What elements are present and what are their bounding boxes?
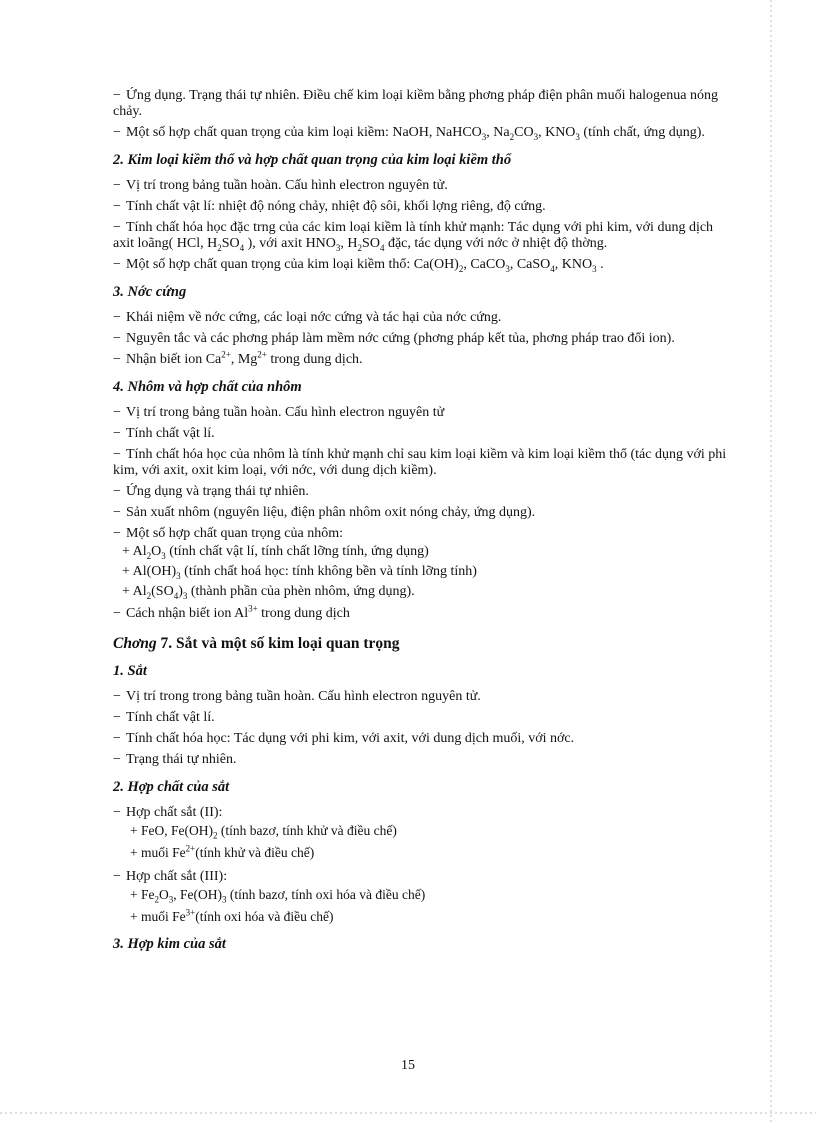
list-item: − Sản xuất nhôm (nguyên liệu, điện phân nhôm oxit nóng chảy, ứng dụng).	[113, 505, 536, 520]
dash-icon: −	[113, 606, 121, 621]
list-item: − Hợp chất sắt (III):	[113, 869, 228, 884]
list-item: − Vị trí trong bảng tuần hoàn. Cấu hình electron nguyên tử.	[113, 178, 448, 193]
dash-icon: −	[113, 689, 121, 704]
sub-item: + $Fe_2O_3$, $Fe(OH)_3$ (tính bazơ, tính oxi hóa và điều chế)	[130, 887, 426, 905]
section-heading: 1. Sắt	[113, 663, 147, 679]
page-number: 15	[401, 1058, 415, 1073]
sub-item: + muối $Fe^{3+}(tính$ oxi hóa và điều chế)	[130, 907, 334, 924]
list-item: − Tính chất hóa học: Tác dụng với phi kim, với axit, với dung dịch muối, với nớc.	[113, 731, 575, 746]
list-item: − Trạng thái tự nhiên.	[113, 752, 237, 767]
list-item: − Ứng dụng. Trạng thái tự nhiên. Điều chế kim loại kiềm bằng phơng pháp điện phân muối halogenua nóng chảy.	[113, 88, 718, 119]
section-heading: 3. Nớc cứng	[113, 284, 187, 300]
list-item: − Tính chất vật lí.	[113, 426, 215, 441]
dash-icon: −	[113, 257, 121, 272]
dash-icon: −	[113, 220, 121, 235]
dash-icon: −	[113, 352, 121, 367]
sub-item: + muối $Fe^{2+}(tính$ khử và điều chế)	[130, 843, 315, 860]
sub-item: + $Al_2O_3$ (tính chất vật lí, tính chất lỡng tính, ứng dụng)	[122, 544, 429, 561]
list-item: − Khái niệm về nớc cứng, các loại nớc cứng và tác hại của nớc cứng.	[113, 310, 502, 325]
sub-item: + $Al(OH)_3$ (tính chất hoá học: tính không bền và tính lỡng tính)	[122, 564, 477, 581]
dash-icon: −	[113, 331, 121, 346]
section-heading: 2. Kim loại kiềm thổ và hợp chất quan trọng của kim loại kiềm thổ	[113, 152, 512, 168]
list-item: − Nguyên tắc và các phơng pháp làm mềm nớc cứng (phơng pháp kết tủa, phơng pháp trao đổi ion).	[113, 331, 675, 346]
dash-icon: −	[113, 178, 121, 193]
dash-icon: −	[113, 805, 121, 820]
chapter-heading: Chơng 7. Sắt và một số kim loại quan trọng	[113, 635, 400, 652]
dash-icon: −	[113, 710, 121, 725]
list-item: − Ứng dụng và trạng thái tự nhiên.	[113, 484, 309, 499]
list-item: − Nhận biết ion $Ca^{2+}$, $Mg^{2+}$ trong dung dịch.	[113, 349, 363, 367]
dash-icon: −	[113, 505, 121, 520]
dash-icon: −	[113, 405, 121, 420]
dash-icon: −	[113, 447, 121, 462]
dash-icon: −	[113, 731, 121, 746]
list-item: − Tính chất vật lí: nhiệt độ nóng chảy, nhiệt độ sôi, khối lợng riêng, độ cứng.	[113, 199, 546, 214]
dash-icon: −	[113, 88, 121, 103]
list-item: − Một số hợp chất quan trọng của kim loại kiềm: NaOH, NaHCO$_3$, $Na_2CO_3$, $KNO_3$ (tính chất, ứng dụng).	[113, 125, 705, 142]
sub-item: + $Al_2(SO_4)_3$ (thành phần của phèn nhôm, ứng dụng).	[122, 584, 415, 601]
list-item: − Tính chất vật lí.	[113, 710, 215, 725]
dash-icon: −	[113, 526, 121, 541]
dash-icon: −	[113, 125, 121, 140]
list-item: − Một số hợp chất quan trọng của kim loại kiềm thổ: $Ca(OH)_2$, CaCO$_3$, CaSO$_4$, $KNO_3$ .	[113, 257, 604, 274]
section-heading: 4. Nhôm và hợp chất của nhôm	[113, 379, 302, 395]
dash-icon: −	[113, 199, 121, 214]
list-item: − Hợp chất sắt (II):	[113, 805, 223, 820]
dash-icon: −	[113, 869, 121, 884]
list-item: − Vị trí trong bảng tuần hoàn. Cấu hình electron nguyên tử	[113, 405, 445, 420]
list-item: − Tính chất hóa học của nhôm là tính khử mạnh chỉ sau kim loại kiềm và kim loại kiềm thổ (tác dụng với phi kim, với axit, oxit kim loại, với nớc, với dung dịch kiềm).	[113, 447, 727, 478]
dash-icon: −	[113, 310, 121, 325]
sub-item: + FeO, $Fe(OH)_2$ (tính bazơ, tính khử và điều chế)	[130, 823, 397, 841]
dash-icon: −	[113, 426, 121, 441]
list-item: − Cách nhận biết ion $Al^{3+}$ trong dung dịch	[113, 603, 350, 621]
section-heading: 3. Hợp kim của sắt	[113, 936, 226, 952]
document-page	[113, 88, 728, 962]
list-item: − Một số hợp chất quan trọng của nhôm:	[113, 526, 343, 541]
dash-icon: −	[113, 752, 121, 767]
list-item: − Tính chất hóa học đặc trng của các kim loại kiềm là tính khử mạnh: Tác dụng với phi kim, với dung dịch axit loãng( HCl, $H_2SO_4$ ), với axit $HNO_3$, $H_2SO_4$ đặc, tác dụng với nớc ở nhiệt độ thờng.	[113, 220, 714, 253]
section-heading: 2. Hợp chất của sắt	[113, 779, 230, 795]
list-item: − Vị trí trong trong bảng tuần hoàn. Cấu hình electron nguyên tử.	[113, 689, 481, 704]
dash-icon: −	[113, 484, 121, 499]
